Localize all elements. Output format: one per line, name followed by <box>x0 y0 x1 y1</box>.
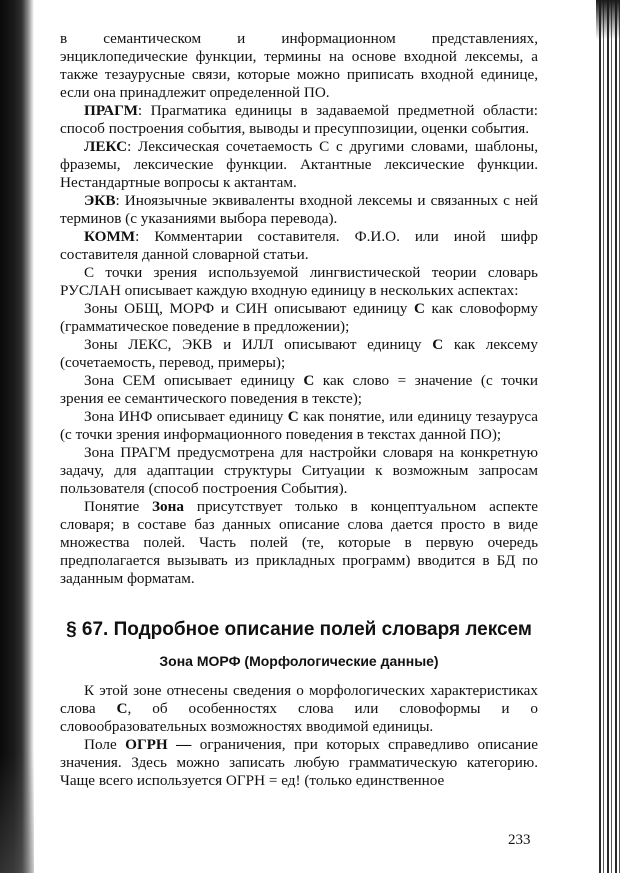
symbol-c: С <box>287 408 299 425</box>
section-heading: § 67. Подробное описание полей словаря лексем <box>66 619 532 640</box>
field-label-pragm: ПРАГМ <box>84 102 138 119</box>
field-label-leks: ЛЕКС <box>84 138 128 155</box>
paragraph-text: Поле <box>84 736 126 753</box>
symbol-c: С <box>414 300 425 317</box>
paragraph-zone-concept <box>60 498 538 588</box>
paragraph-morf <box>60 682 538 736</box>
symbol-c: С <box>303 372 315 389</box>
page-edge-stack-right <box>596 0 620 873</box>
paragraph-komm <box>60 228 538 264</box>
paragraph-text: ограничения, при которых справедливо описание значения. Здесь можно записать любую грамматическую категорию. Чаще всего используется ОГРН = ед! (только единственное <box>60 736 538 789</box>
subsection-heading: Зона МОРФ (Морфологические данные) <box>159 653 439 669</box>
paragraph-text: Зоны ЛЕКС, ЭКВ и ИЛЛ описывают единицу <box>84 336 433 353</box>
page-body <box>60 30 538 790</box>
paragraph-text: как слово = значение (с точки зрения ее семантического поведения в тексте); <box>60 372 538 407</box>
paragraph-zone-leks <box>60 336 538 372</box>
field-label-komm: КОММ <box>84 228 136 245</box>
paragraph-text: как понятие, или единицу тезауруса (с точки зрения информационного поведения в текстах данной ПО); <box>60 408 538 443</box>
paragraph-text: : Лексическая сочетаемость С с другими словами, шаблоны, фраземы, лексические функции. Актантные лексические функции. Нестандартные вопросы к актантам. <box>60 138 538 191</box>
paragraph-leks <box>60 138 538 192</box>
paragraph-zone-sem <box>60 372 538 408</box>
paragraph-text: в семантическом и информационном представлениях, энциклопедические функции, термины на основе входной лексемы, а также тезаурусные связи, которые можно приписать входной единице, если она принадлежит определенной ПО. <box>60 30 538 101</box>
symbol-c: С <box>432 336 444 353</box>
paragraph-text: Зона СЕМ описывает единицу <box>84 372 304 389</box>
paragraph-text: К этой зоне отнесены сведения о морфологических характеристиках слова <box>60 682 538 717</box>
symbol-c: С <box>116 700 128 717</box>
paragraph-continuation <box>60 30 538 102</box>
paragraph-text: : Комментарии составителя. Ф.И.О. или иной шифр составителя данной словарной статьи. <box>60 228 538 263</box>
field-label-ekv: ЭКВ <box>84 192 116 209</box>
page-number: 233 <box>508 832 531 848</box>
field-label-ogrn: ОГРН — <box>125 736 192 753</box>
paragraph-text: присутствует только в концептуальном аспекте словаря; в составе баз данных описание слова дается просто в виде множества полей. Часть полей (те, которые в первую очередь предполагается вызывать из прикладных программ) вводится в БД по заданным форматам. <box>60 498 538 587</box>
paragraph-text: С точки зрения используемой лингвистической теории словарь РУСЛАН описывает каждую входную единицу в нескольких аспектах: <box>60 264 538 299</box>
page-edge-top-shadow <box>596 0 620 40</box>
paragraph-zone-inf <box>60 408 538 444</box>
paragraph-text: : Иноязычные эквиваленты входной лексемы и связанных с ней терминов (с указаниями выбора перевода). <box>60 192 538 227</box>
paragraph-text: : Прагматика единицы в задаваемой предметной области: способ построения события, выводы и пресуппозиции, оценки события. <box>60 102 538 137</box>
paragraph-text: Зоны ОБЩ, МОРФ и СИН описывают единицу <box>84 300 414 317</box>
paragraph-text: как лексему (сочетаемость, перевод, примеры); <box>60 336 538 371</box>
paragraph-text: , об особенностях слова или словоформы и о словообразовательных возможностях вводимой единицы. <box>60 700 538 735</box>
paragraph-zone-obsch <box>60 300 538 336</box>
page-binding-fade <box>0 753 34 873</box>
paragraph-pragm <box>60 102 538 138</box>
term-zona: Зона <box>152 498 184 515</box>
paragraph-text: Зона ИНФ описывает единицу <box>84 408 288 425</box>
paragraph-zone-pragm: Зона ПРАГМ предусмотрена для настройки словаря на конкретную задачу, для адаптации структуры Ситуации к возможным запросам пользователя (способ построения События). <box>60 444 538 497</box>
paragraph-text: Понятие <box>84 498 153 515</box>
paragraph-text: как словоформу (грамматическое поведение в предложении); <box>60 300 538 335</box>
paragraph-ekv <box>60 192 538 228</box>
paragraph-ogrn <box>60 736 538 790</box>
page-binding-shadow-left <box>0 0 34 873</box>
paragraph-aspects-intro <box>60 264 538 300</box>
